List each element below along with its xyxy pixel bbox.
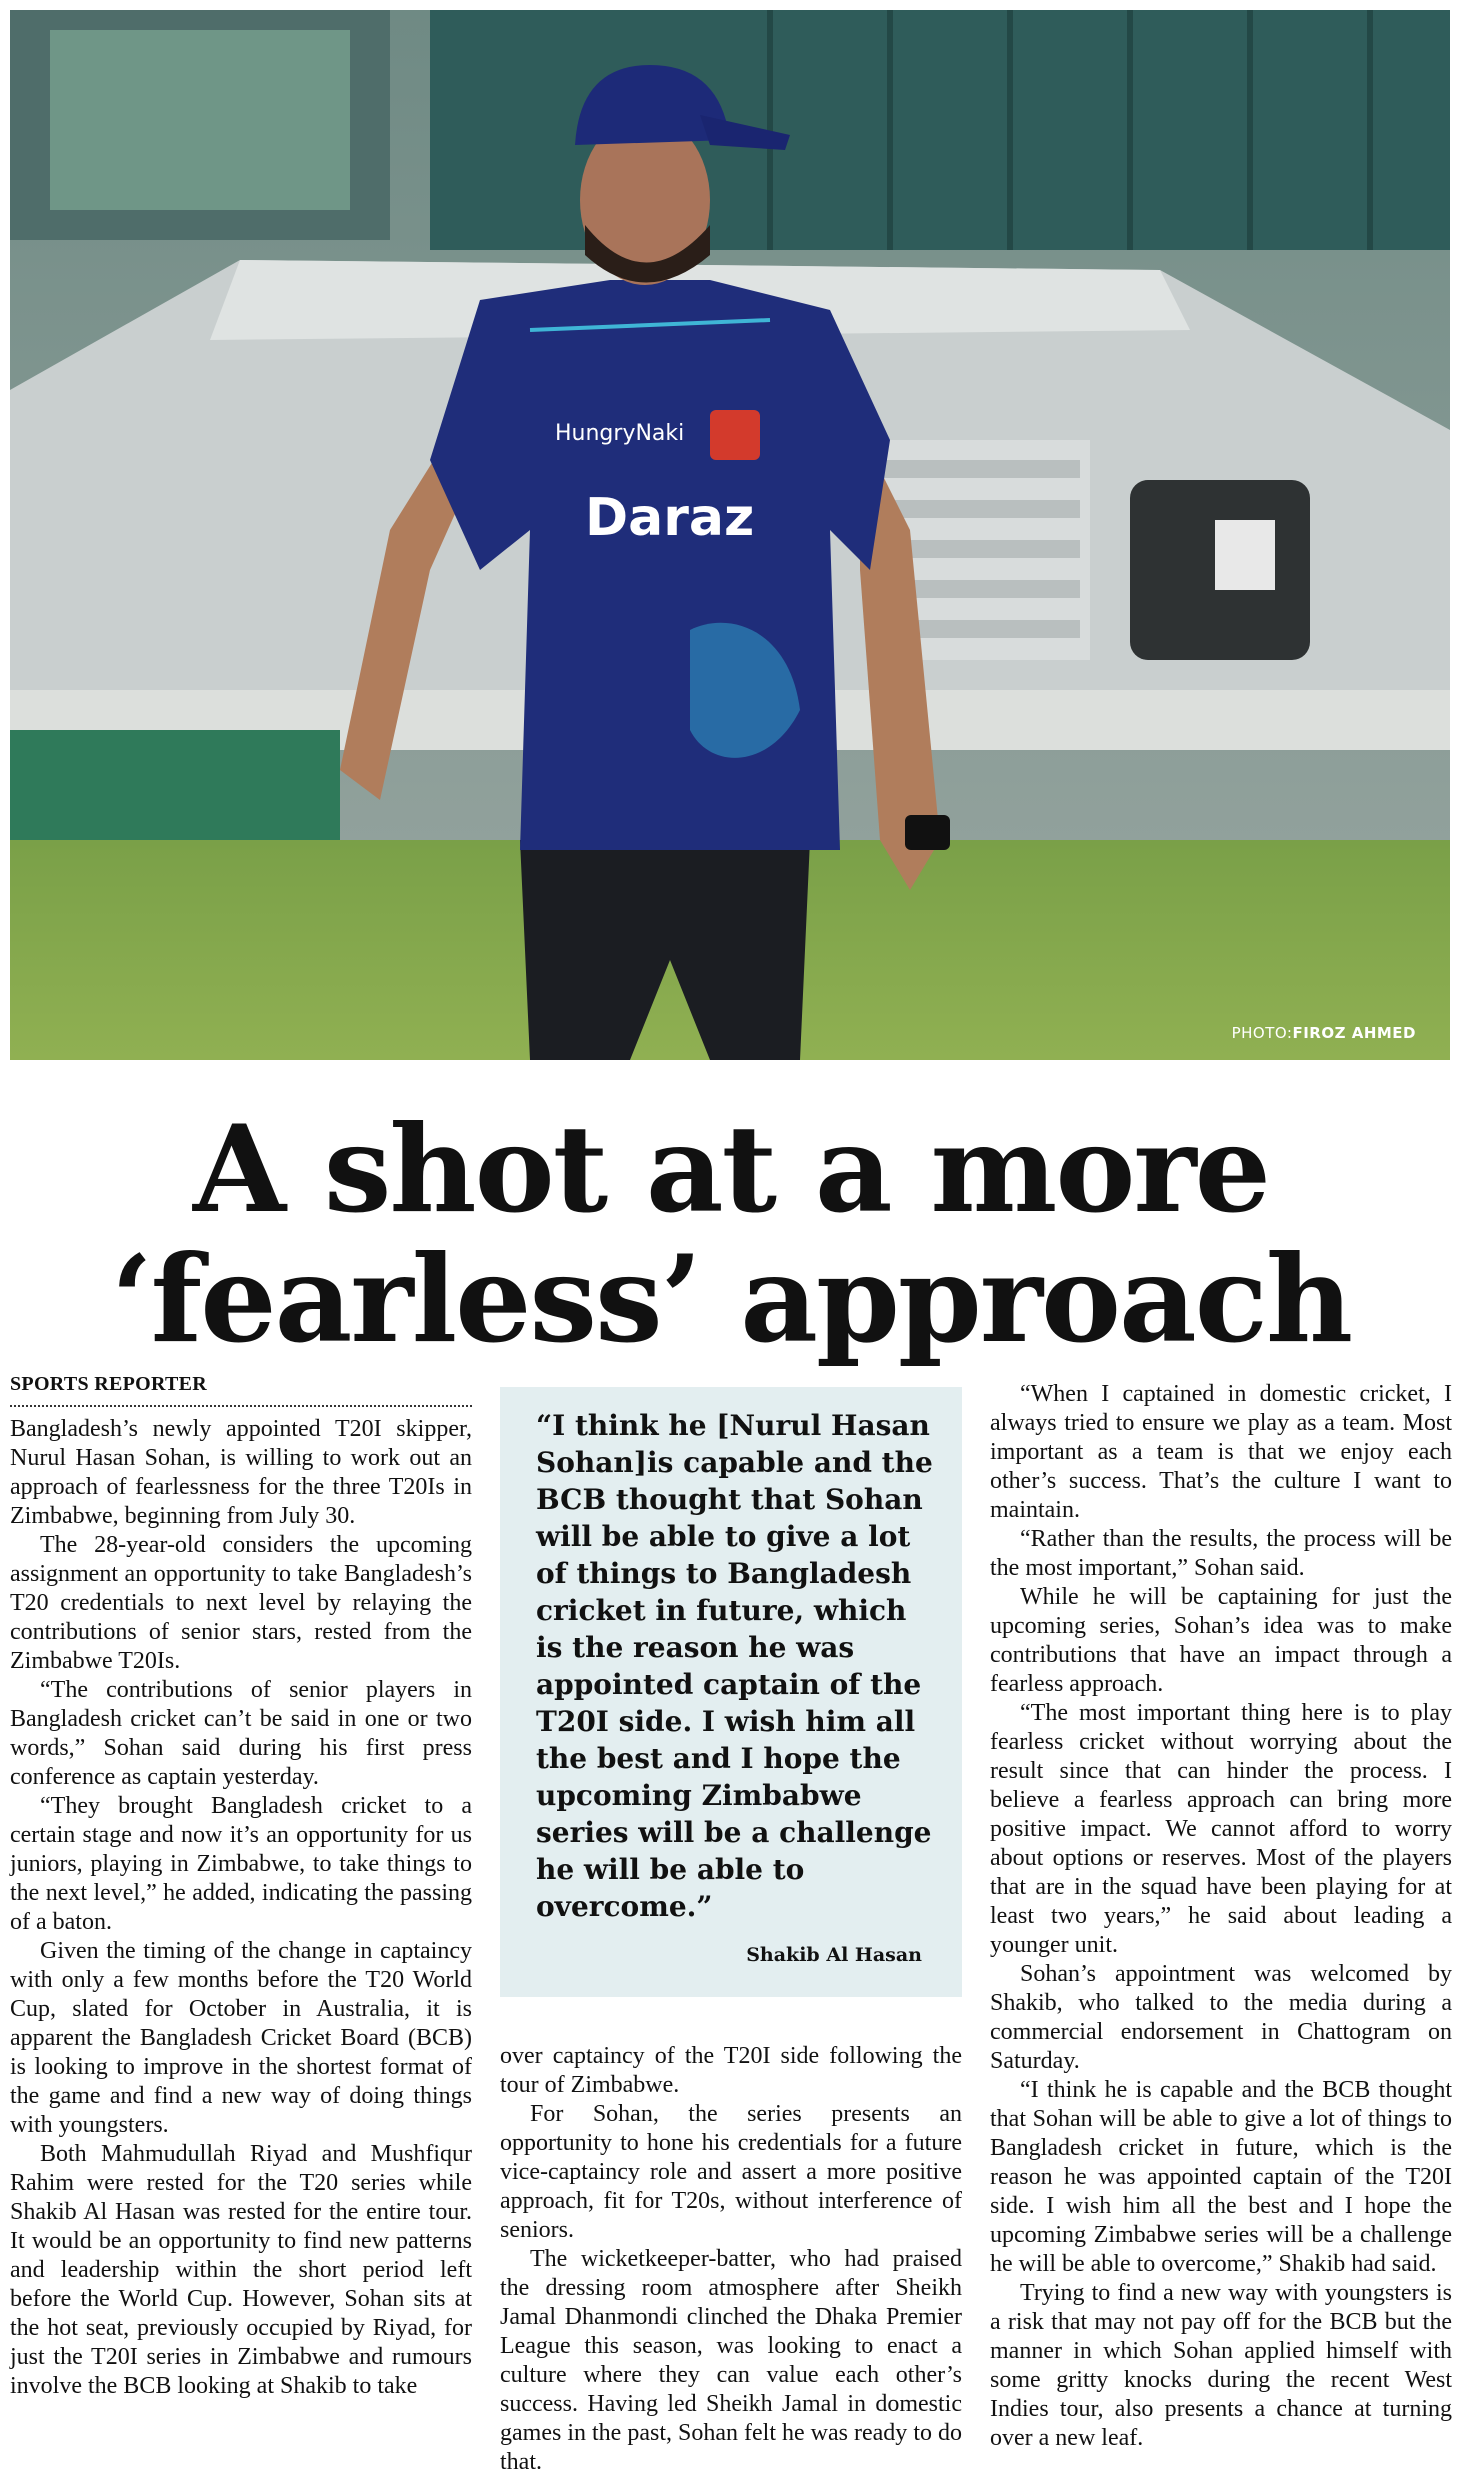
headline-line-2: ‘fearless’ approach bbox=[110, 1229, 1352, 1370]
paragraph: Bangladesh’s newly appointed T20I skipper, Nurul Hasan Sohan, is willing to work out an approach of fearlessness for the three T20Is in Zimbabwe, beginning from July 30. bbox=[10, 1416, 472, 1529]
photo-credit bbox=[1232, 1024, 1416, 1042]
paragraph: Both Mahmudullah Riyad and Mushfiqur Rahim were rested for the T20 series while Shakib Al Hasan was rested for the entire tour. It would be an opportunity to find new patterns and leadership within the short period left before the World Cup. However, Sohan sits at the hot seat, previously occupied by Riyad, for just the T20I series in Zimbabwe and rumours involve the BCB looking at Shakib to take bbox=[10, 2141, 472, 2399]
headline bbox=[0, 1099, 1462, 1370]
pull-quote bbox=[500, 1387, 962, 1997]
pull-quote-text: “I think he [Nurul Hasan Sohan]is capable and the BCB thought that Sohan will be able to give a lot of things to Bangladesh cricket in future, which is the reason he was appointed captain of the T20I side. I wish him all the best and I hope the upcoming Zimbabwe series will be a challenge he will be able to overcome.” bbox=[536, 1409, 933, 1923]
paragraph: “When I captained in domestic cricket, I always tried to ensure we play as a team. Most important as a team is that we enjoy each other’s success. That’s the culture I want to maintain. bbox=[990, 1381, 1452, 1523]
paragraph: “I think he is capable and the BCB thought that Sohan will be able to give a lot of things to Bangladesh cricket in future, which is the reason he was appointed captain of the T20I side. I wish him all the best and I hope the upcoming Zimbabwe series will be a challenge he will be able to overcome,” Shakib had said. bbox=[990, 2077, 1452, 2277]
paragraph: “Rather than the results, the process will be the most important,” Sohan said. bbox=[990, 1526, 1452, 1581]
photo-credit-name: FIROZ AHMED bbox=[1292, 1024, 1416, 1042]
paragraph: For Sohan, the series presents an opportunity to hone his credentials for a future vice-captaincy role and assert a more positive approach, fit for T20s, without interference of seniors. bbox=[500, 2101, 962, 2243]
cricketer-photo-illustration bbox=[10, 10, 1450, 1060]
paragraph: “They brought Bangladesh cricket to a certain stage and now it’s an opportunity for us juniors, playing in Zimbabwe, to take things to the next level,” he added, indicating the passing of a baton. bbox=[10, 1793, 472, 1935]
article-column-1 bbox=[10, 1370, 472, 2401]
paragraph: Given the timing of the change in captaincy with only a few months before the T20 World Cup, slated for October in Australia, it is apparent the Bangladesh Cricket Board (BCB) is looking to improve in the shortest format of the game and find a new way of doing things with youngsters. bbox=[10, 1938, 472, 2138]
paragraph: “The contributions of senior players in Bangladesh cricket can’t be said in one or two words,” Sohan said during his first press conference as captain yesterday. bbox=[10, 1677, 472, 1790]
pull-quote-author: Shakib Al Hasan bbox=[746, 1944, 922, 1966]
bangladesh-crest-icon bbox=[710, 410, 760, 460]
byline: SPORTS REPORTER bbox=[10, 1370, 472, 1407]
paragraph: While he will be captaining for just the upcoming series, Sohan’s idea was to make contributions that have an impact through a fearless approach. bbox=[990, 1584, 1452, 1697]
jersey-sponsor: Daraz bbox=[585, 488, 755, 548]
paragraph: Sohan’s appointment was welcomed by Shakib, who talked to the media during a commercial endorsement in Chattogram on Saturday. bbox=[990, 1961, 1452, 2074]
article-column-3 bbox=[990, 1380, 1452, 2453]
paragraph: over captaincy of the T20I side following the tour of Zimbabwe. bbox=[500, 2043, 962, 2098]
paragraph: “The most important thing here is to play fearless cricket without worrying about the result since that can hinder the process. I believe a fearless approach can bring more positive impact. We cannot afford to worry about options or reserves. Most of the players that are in the squad have been playing for at least two years,” he said about leading a younger unit. bbox=[990, 1700, 1452, 1958]
paragraph: Trying to find a new way with youngsters is a risk that may not pay off for the BCB but the manner in which Sohan applied himself with some gritty knocks during the recent West Indies tour, also presents a chance at turning over a new leaf. bbox=[990, 2280, 1452, 2451]
paragraph: The 28-year-old considers the upcoming assignment an opportunity to take Bangladesh’s T20 credentials to next level by relaying the contributions of senior stars, rested from the Zimbabwe T20Is. bbox=[10, 1532, 472, 1674]
article-column-2 bbox=[500, 2042, 962, 2477]
jersey-brand: HungryNaki bbox=[555, 421, 685, 446]
paragraph: The wicketkeeper-batter, who had praised the dressing room atmosphere after Sheikh Jamal Dhanmondi clinched the Dhaka Premier League this season, was looking to enact a culture where they can value each other’s success. Having led Sheikh Jamal in domestic games in the past, Sohan felt he was ready to do that. bbox=[500, 2246, 962, 2475]
article-photo bbox=[10, 10, 1450, 1060]
photo-credit-prefix: PHOTO: bbox=[1231, 1024, 1293, 1042]
headline-line-1: A shot at a more bbox=[192, 1099, 1269, 1240]
